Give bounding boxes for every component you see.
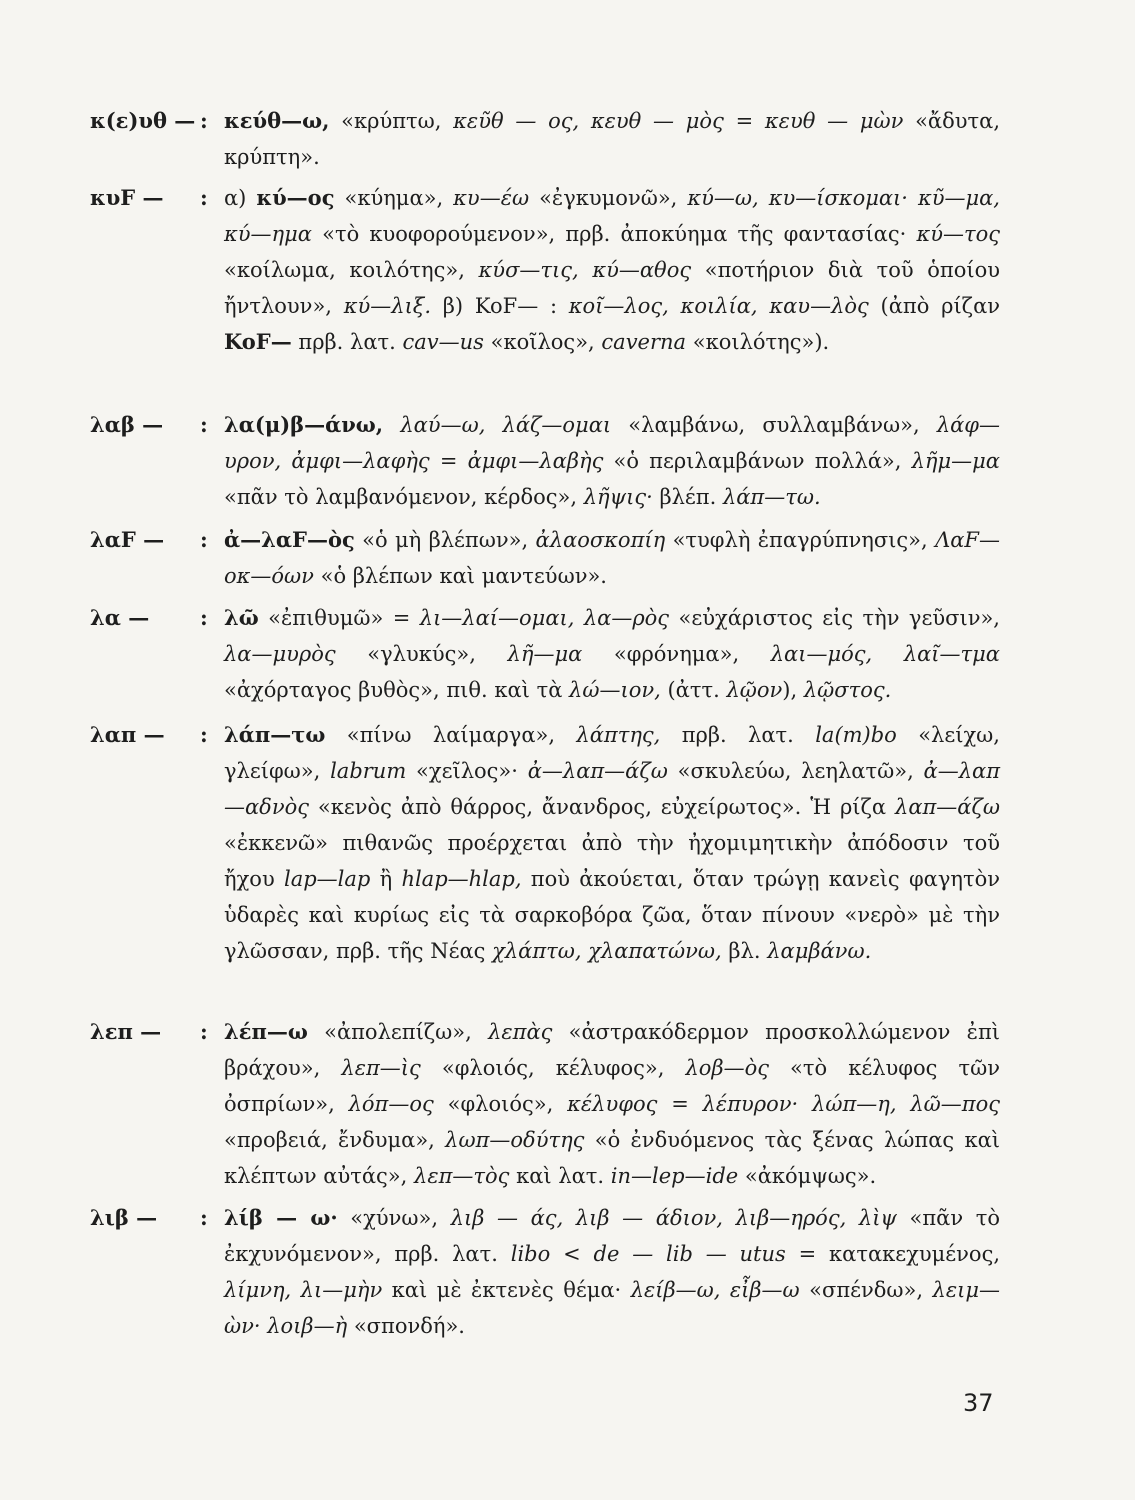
entry-definition: λίβ — ω· «χύνω», λιβ — άς, λιβ — άδιον, λιβ—ηρός, λὶψ «πᾶν τὸ ἐκχυνόμενον», πρβ. λατ. libo < de — lib — utus = κατακεχυμένος, λίμνη, λι—μὴν καὶ μὲ ἐκτενὲς θέμα· λείβ—ω, εἶβ—ω «σπένδω», λειμ—ὼν· λοιβ—ὴ «σπονδή». [224, 1205, 1001, 1338]
entry-root: λεπ — [90, 1019, 162, 1044]
dictionary-entry [90, 522, 1010, 594]
dictionary-entry [90, 180, 1010, 360]
entry-definition: λάπ—τω «πίνω λαίμαργα», λάπτης, πρβ. λατ. la(m)bo «λείχω, γλείφω», labrum «χεῖλος»· ἀ—λαπ—άζω «σκυλεύω, λεηλατῶ», ἀ—λαπ—αδνὸς «κενὸς ἀπὸ θάρρος, ἄνανδρος, εὐχείρωτος». Ἡ ρίζα λαπ—άζω «ἐκκενῶ» πιθανῶς προέρχεται ἀπὸ τὴν ἠχομιμητικὴν ἀπόδοσιν τοῦ ἤχου lap—lap ἢ hlap—hlap, ποὺ ἀκούεται, ὅταν τρώγῃ κανεὶς φαγητὸν ὑδαρὲς καὶ κυρίως εἰς τὰ σαρκοβόρα ζῶα, ὅταν πίνουν «νερὸ» μὲ τὴν γλῶσσαν, πρβ. τῆς Νέας χλάπτω, χλαπατώνω, βλ. λαμβάνω. [224, 722, 1000, 963]
entry-colon: : [200, 1205, 208, 1230]
entry-root: κυF — [90, 185, 164, 210]
entry-definition: λέπ—ω «ἀπολεπίζω», λεπὰς «ἀστρακόδερμον προσκολλώμενον ἐπὶ βράχου», λεπ—ὶς «φλοιός, κέλυφος», λοβ—ὸς «τὸ κέλυφος τῶν ὀσπρίων», λόπ—ος «φλοιός», κέλυφος = λέπυρον· λώπ—η, λῶ—πος «προβειά, ἔνδυμα», λωπ—οδύτης «ὁ ἐνδυόμενος τὰς ξένας λώπας καὶ κλέπτων αὐτάς», λεπ—τὸς καὶ λατ. in—lep—ide «ἀκόμψως». [224, 1019, 1000, 1188]
entry-root: λιβ — [90, 1205, 158, 1230]
entry-colon: : [200, 1019, 208, 1044]
dictionary-entry [90, 1014, 1010, 1194]
entry-root: λαπ — [90, 722, 165, 747]
entry-colon: : [200, 108, 208, 133]
entry-colon: : [200, 412, 208, 437]
entry-definition: κεύθ—ω, «κρύπτω, κεῦθ — ος, κευθ — μὸς = κευθ — μὼν «ἄδυτα, κρύπτη». [224, 108, 1001, 169]
entry-definition: α) κύ—ος «κύημα», κυ—έω «ἐγκυμονῶ», κύ—ω, κυ—ίσκομαι· κῦ—μα, κύ—ημα «τὸ κυοφορούμενον», πρβ. ἀποκύημα τῆς φαντασίας· κύ—τος «κοίλωμα, κοιλότης», κύσ—τις, κύ—αθος «ποτήριον διὰ τοῦ ὁποίου ἤντλουν», κύ—λιξ. β) KoF— : κοῖ—λος, κοιλία, καυ—λὸς (ἀπὸ ρίζαν KoF— πρβ. λατ. cav—us «κοῖλος», caverna «κοιλότης»). [224, 185, 1001, 354]
dictionary-entry [90, 1200, 1010, 1344]
dictionary-entry [90, 600, 1010, 708]
dictionary-entry [90, 407, 1010, 515]
dictionary-entry [90, 717, 1010, 969]
entry-definition: ἀ—λαF—ὸς «ὁ μὴ βλέπων», ἀλαοσκοπίη «τυφλὴ ἐπαγρύπνησις», ΛαF—οκ—όων «ὁ βλέπων καὶ μαντεύων». [224, 527, 1000, 588]
entry-definition: λα(μ)β—άνω, λαύ—ω, λάζ—ομαι «λαμβάνω, συλλαμβάνω», λάφ—υρον, ἀμφι—λαφὴς = ἀμφι—λαβὴς «ὁ περιλαμβάνων πολλά», λῆμ—μα «πᾶν τὸ λαμβανόμενον, κέρδος», λῆψις· βλέπ. λάπ—τω. [224, 412, 1001, 509]
dictionary-entry [90, 103, 1010, 175]
entry-colon: : [200, 722, 208, 747]
entry-colon: : [200, 527, 208, 552]
entry-root: λαβ — [90, 412, 164, 437]
entry-definition: λῶ «ἐπιθυμῶ» = λι—λαί—ομαι, λα—ρὸς «εὐχάριστος εἰς τὴν γεῦσιν», λα—μυρὸς «γλυκύς», λῆ—μα «φρόνημα», λαι—μός, λαῖ—τμα «ἀχόρταγος βυθὸς», πιθ. καὶ τὰ λώ—ιον, (ἀττ. λῷον), λῷστος. [224, 605, 1000, 702]
entry-root: λαF — [90, 527, 165, 552]
entry-root: κ(ε)υθ — [90, 108, 196, 133]
page-number: 37 [963, 1389, 994, 1417]
entry-colon: : [200, 185, 208, 210]
entry-root: λα — [90, 605, 150, 630]
entry-colon: : [200, 605, 208, 630]
